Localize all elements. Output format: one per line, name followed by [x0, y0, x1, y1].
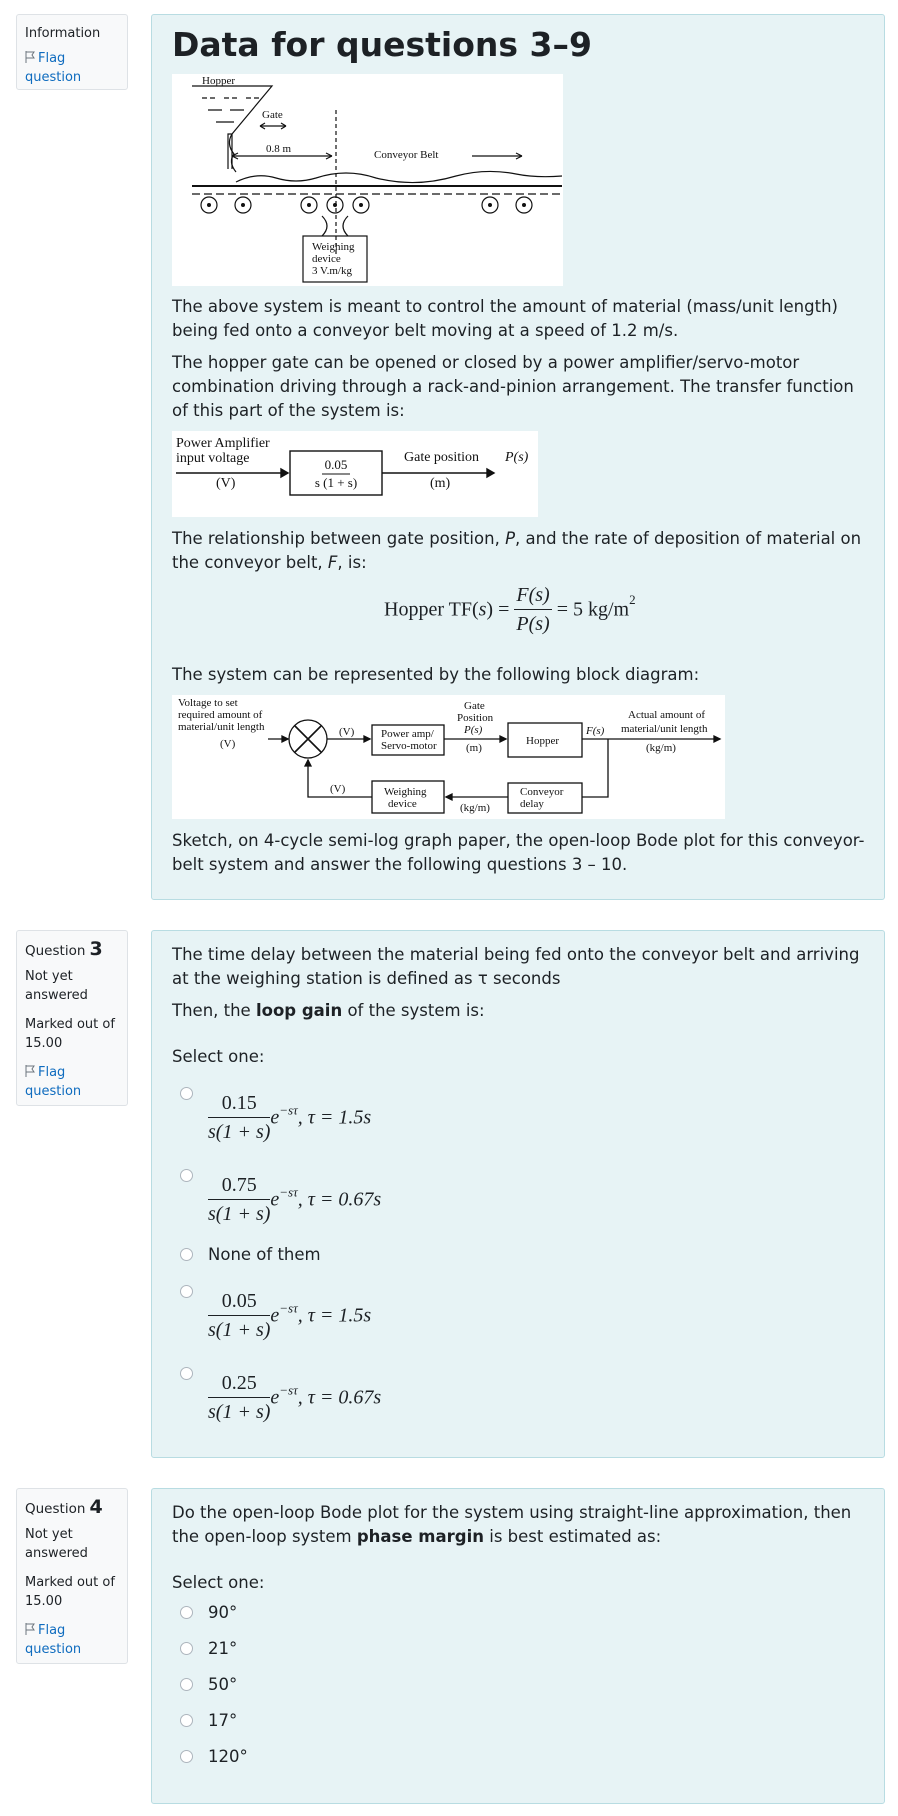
q4-option-4-radio[interactable] [180, 1714, 193, 1727]
info-panel [16, 14, 128, 90]
q3-marks: Marked out of 15.00 [25, 1017, 115, 1051]
q3-option-3[interactable] [180, 1243, 480, 1271]
q3-option-4-radio[interactable] [180, 1285, 193, 1298]
q3-content [151, 930, 885, 1458]
fig3-gp-2: Position [457, 712, 494, 724]
q4-content [151, 1488, 885, 1804]
hopper-conveyor-figure [172, 74, 563, 286]
q3-state: Not yet answered [25, 969, 88, 1003]
q4-info-panel [16, 1488, 128, 1664]
q3-flag-question[interactable]: Flag question [25, 1065, 82, 1099]
fig2-in-2: input voltage [176, 451, 250, 466]
fig1-weigh-2: device [312, 253, 341, 265]
q4-option-3[interactable]: 50° [180, 1673, 380, 1699]
fig3-cd-2: delay [520, 798, 544, 810]
flag-icon [25, 51, 36, 63]
fig3-kgm: (kg/m) [460, 802, 490, 814]
fig1-distance-label: 0.8 m [266, 143, 292, 155]
info-label: Information [25, 26, 101, 41]
fig2-in-1: Power Amplifier [176, 436, 270, 451]
fig3-out-3: (kg/m) [646, 742, 676, 754]
q3-option-3-radio[interactable] [180, 1248, 193, 1261]
q4-option-4[interactable]: 17° [180, 1709, 380, 1735]
fig3-cd-1: Conveyor [520, 786, 564, 798]
intro-para-3: The relationship between gate position, P, and the rate of deposition of material on the conveyor belt, F, is: [172, 529, 862, 572]
page-title: Data for questions 3–9 [172, 25, 592, 64]
fig2-out-1: Gate position [404, 450, 480, 465]
q3-option-1[interactable]: $\frac{0.15}{s(1 + s)}$ $e^{-s\tau}$, τ = 1.5s [180, 1081, 480, 1145]
q3-select-one: Select one: [172, 1047, 265, 1066]
q3-text: The time delay between the material being fed onto the conveyor belt and arriving at the weighing station is defined as τ seconds [172, 945, 860, 988]
flag-icon [25, 1065, 36, 1077]
fig1-gate-label: Gate [262, 109, 283, 121]
q4-select-one: Select one: [172, 1573, 265, 1592]
q3-info-panel [16, 930, 128, 1106]
q3-question-number: Question 3 [25, 938, 103, 960]
fig3-out-1: Actual amount of [628, 709, 705, 721]
fig3-hopper: Hopper [526, 735, 559, 747]
q3-option-2-radio[interactable] [180, 1169, 193, 1182]
fig3-set-2: required amount of [178, 709, 263, 721]
fig3-set-1: Voltage to set [178, 697, 238, 709]
intro-para-4: The system can be represented by the following block diagram: [172, 665, 700, 684]
fig2-tf-den: s (1 + s) [314, 475, 358, 490]
q3-option-5[interactable]: $\frac{0.25}{s(1 + s)}$ $e^{-s\tau}$, τ = 0.67s [180, 1361, 480, 1425]
fig3-gp-1: Gate [464, 700, 485, 712]
q3-option-3-label: None of them [208, 1245, 321, 1264]
servo-tf-figure [172, 431, 538, 517]
fig3-pa-2: Servo-motor [381, 740, 437, 752]
fig2-tf-num: 0.05 [324, 457, 348, 472]
fig3-wd-2: device [388, 798, 417, 810]
fig2-out-sym: P(s) [505, 450, 529, 465]
hopper-tf-fraction: $\frac{F(s)}{P(s)}$ [516, 584, 550, 635]
block-diagram [172, 695, 725, 819]
q4-option-1-radio[interactable] [180, 1606, 193, 1619]
q4-option-1[interactable]: 90° [180, 1601, 380, 1627]
q4-option-2-radio[interactable] [180, 1642, 193, 1655]
q4-option-3-radio[interactable] [180, 1678, 193, 1691]
intro-para-1: The above system is meant to control the amount of material (mass/unit length) being fed onto a conveyor belt moving at a speed of 1.2 m/s. [172, 297, 838, 340]
fig3-fs: F(s) [586, 725, 605, 737]
fig3-set-4: (V) [220, 738, 236, 750]
flag-question-link[interactable]: Flag question [25, 51, 82, 85]
hopper-conveyor-diagram [172, 74, 563, 286]
fig3-pa-1: Power amp/ [381, 728, 434, 740]
fig3-wd-1: Weighing [384, 786, 427, 798]
hopper-tf-equation: Hopper TF(s) = $\frac{F(s)}{P(s)}$ = 5 $kg/m^2$ [384, 584, 636, 635]
intro-para-2: The hopper gate can be opened or closed by a power amplifier/servo-motor combination driving through a rack-and-pinion arrangement. The transfer function of this part of the system is: [172, 353, 854, 420]
q3-option-4[interactable]: $\frac{0.05}{s(1 + s)}$ $e^{-s\tau}$, τ = 1.5s [180, 1279, 480, 1343]
q4-text: Do the open-loop Bode plot for the system using straight-line approximation, then the open-loop system phase margin is best estimated as: [172, 1503, 852, 1546]
fig1-hopper-label: Hopper [202, 75, 235, 87]
fig2-in-3: (V) [216, 476, 236, 491]
intro-content [151, 14, 885, 900]
fig3-out-2: material/unit length [621, 723, 708, 735]
fig3-gp-4: (m) [466, 742, 482, 754]
fig3-v-2: (V) [330, 783, 346, 795]
q4-option-2[interactable]: 21° [180, 1637, 380, 1663]
q4-state: Not yet answered [25, 1527, 88, 1561]
servo-tf-diagram [172, 431, 538, 517]
q4-option-5-radio[interactable] [180, 1750, 193, 1763]
q3-option-5-radio[interactable] [180, 1367, 193, 1380]
fig3-set-3: material/unit length [178, 721, 265, 733]
fig2-out-2: (m) [430, 476, 451, 491]
q3-then: Then, the loop gain of the system is: [172, 1001, 485, 1020]
block-diagram-figure [172, 695, 725, 819]
q4-flag-question[interactable]: Flag question [25, 1623, 82, 1657]
fig3-v-1: (V) [339, 726, 355, 738]
q4-option-5[interactable]: 120° [180, 1745, 380, 1771]
q3-option-2[interactable]: $\frac{0.75}{s(1 + s)}$ $e^{-s\tau}$, τ = 0.67s [180, 1163, 480, 1227]
q3-option-1-radio[interactable] [180, 1087, 193, 1100]
q4-question-number: Question 4 [25, 1496, 103, 1518]
fig1-weigh-1: Weighing [312, 241, 355, 253]
fig1-conveyor-label: Conveyor Belt [374, 149, 439, 161]
q4-marks: Marked out of 15.00 [25, 1575, 115, 1609]
fig1-weigh-3: 3 V.m/kg [312, 265, 352, 277]
intro-para-5: Sketch, on 4-cycle semi-log graph paper, the open-loop Bode plot for this conveyor-belt system and answer the following questions 3 – 10. [172, 831, 865, 874]
fig3-gp-3: P(s) [464, 724, 483, 736]
flag-icon [25, 1623, 36, 1635]
